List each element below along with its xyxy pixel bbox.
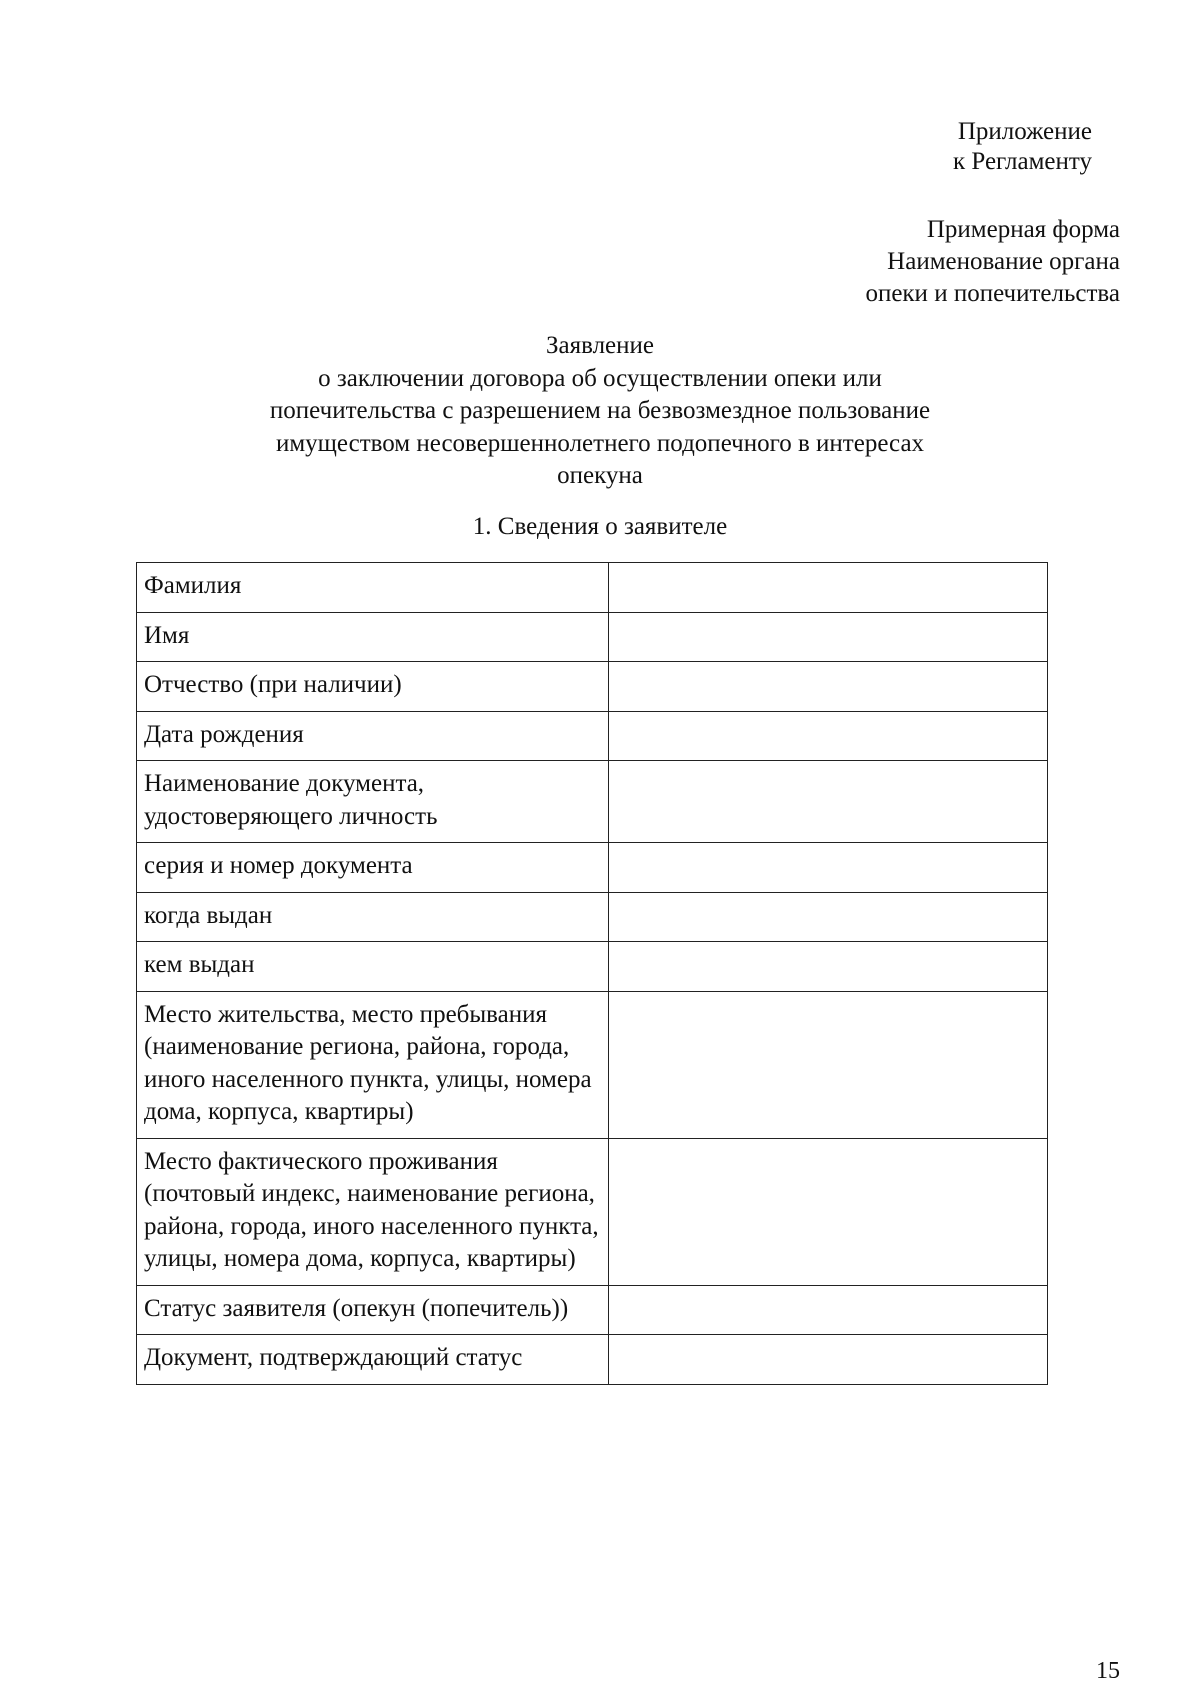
table-row: [137, 1285, 1048, 1335]
authority-name-line: опеки и попечительства: [865, 280, 1120, 307]
authority-name-line: Наименование органа: [887, 248, 1120, 275]
field-value-cell[interactable]: [609, 942, 1048, 992]
title-line: о заключении договора об осуществлении опеки или: [318, 364, 882, 392]
field-value-cell[interactable]: [609, 843, 1048, 893]
table-row: [137, 942, 1048, 992]
field-value-cell[interactable]: [609, 892, 1048, 942]
page-number: 15: [1096, 1658, 1120, 1684]
table-row: [137, 843, 1048, 893]
field-label: серия и номер документа: [137, 843, 609, 893]
table-row: [137, 1335, 1048, 1385]
field-label: Статус заявителя (опекун (попечитель)): [137, 1285, 609, 1335]
title-line: Заявление: [545, 332, 655, 359]
field-value-cell[interactable]: [609, 761, 1048, 843]
field-value-cell[interactable]: [609, 1285, 1048, 1335]
table-row: [137, 1138, 1048, 1285]
field-label: кем выдан: [137, 942, 609, 992]
table-row: [137, 662, 1048, 712]
field-label: Фамилия: [137, 563, 609, 613]
appendix-line: Приложение: [957, 118, 1092, 145]
applicant-info-table: [136, 562, 1048, 1385]
appendix-line: к Регламенту: [952, 148, 1092, 175]
table-row: [137, 612, 1048, 662]
field-value-cell[interactable]: [609, 662, 1048, 712]
field-value-cell[interactable]: [609, 1138, 1048, 1285]
field-value-cell[interactable]: [609, 711, 1048, 761]
table-row: [137, 563, 1048, 613]
field-label: Место жительства, место пребывания (наименование региона, района, города, иного населенного пункта, улицы, номера дома, корпуса, квартиры): [137, 991, 609, 1138]
field-label: Дата рождения: [137, 711, 609, 761]
table-row: [137, 991, 1048, 1138]
field-value-cell[interactable]: [609, 991, 1048, 1138]
field-value-cell[interactable]: [609, 563, 1048, 613]
field-label: Наименование документа, удостоверяющего личность: [137, 761, 609, 843]
field-label: Документ, подтверждающий статус: [137, 1335, 609, 1385]
field-value-cell[interactable]: [609, 1335, 1048, 1385]
field-label: Отчество (при наличии): [137, 662, 609, 712]
title-line: опекуна: [557, 462, 643, 489]
table-row: [137, 711, 1048, 761]
field-label: Имя: [137, 612, 609, 662]
appendix-header: [953, 117, 1092, 177]
field-label: когда выдан: [137, 892, 609, 942]
title-line: попечительства с разрешением на безвозмездное пользование: [269, 397, 931, 424]
field-label: Место фактического проживания (почтовый индекс, наименование региона, района, города, иного населенного пункта, улицы, номера дома, корпуса, квартиры): [137, 1138, 609, 1285]
document-title: [0, 330, 1200, 493]
sample-form-line: Примерная форма: [926, 216, 1120, 243]
field-value-cell[interactable]: [609, 612, 1048, 662]
table-row: [137, 761, 1048, 843]
section-title: 1. Сведения о заявителе: [472, 513, 728, 540]
table-row: [137, 892, 1048, 942]
title-line: имуществом несовершеннолетнего подопечного в интересах: [275, 429, 925, 457]
sample-form-header: [865, 214, 1120, 310]
